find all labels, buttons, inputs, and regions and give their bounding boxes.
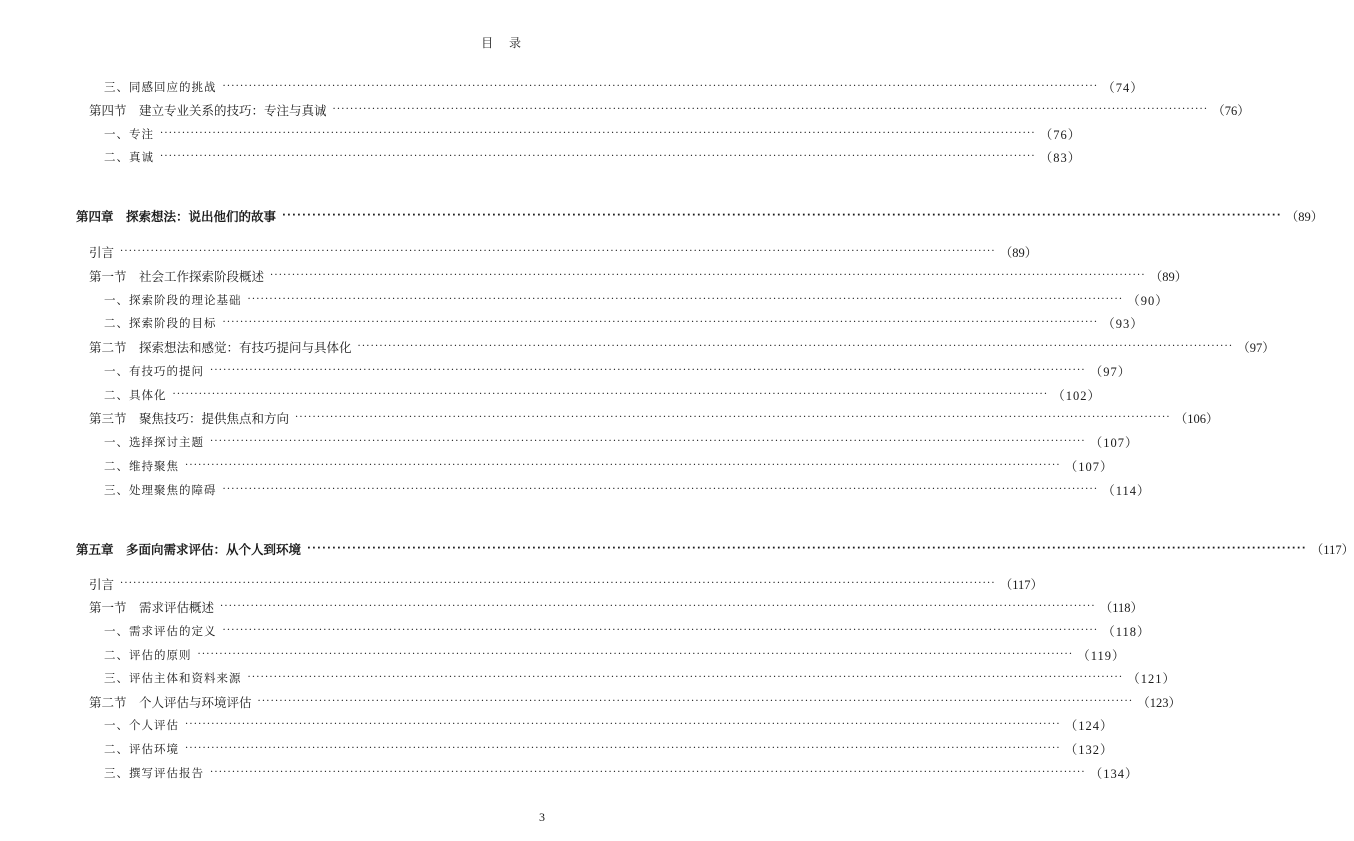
toc-entry-page: （121） xyxy=(1127,672,1177,686)
dot-leader: ········································································································································································································ xyxy=(307,543,1307,554)
toc-entry-page: （132） xyxy=(1064,743,1114,757)
toc-entry-page: （90） xyxy=(1127,294,1169,308)
toc-entry-item xyxy=(104,716,1114,734)
dot-leader: ········································································································································································································ xyxy=(210,767,1086,778)
dot-leader: ········································································································································································································ xyxy=(185,460,1061,471)
dot-leader: ········································································································································································································ xyxy=(257,696,1134,707)
toc-entry-title: 一、选择探讨主题 xyxy=(104,434,210,450)
dot-leader: ········································································································································································································ xyxy=(160,151,1036,162)
toc-entry-item xyxy=(104,125,1082,143)
toc-entry-page: （74） xyxy=(1102,81,1144,95)
toc-entry-title: 引言 xyxy=(89,243,120,261)
toc-entry-title: 三、处理聚焦的障碍 xyxy=(104,482,223,498)
toc-entry-title: 一、需求评估的定义 xyxy=(104,623,223,639)
toc-entry-page: （102） xyxy=(1052,389,1102,403)
dot-leader: ········································································································································································································ xyxy=(172,389,1049,400)
dot-leader: ········································································································································································································ xyxy=(220,601,1096,612)
toc-entry-page: （106） xyxy=(1174,412,1219,426)
dot-leader: ········································································································································································································ xyxy=(160,128,1036,139)
toc-entry-section xyxy=(89,693,1182,711)
toc-entry-page: （89） xyxy=(1149,270,1188,284)
toc-entry-item xyxy=(104,291,1169,309)
toc-entry-item xyxy=(104,386,1102,404)
toc-entry-page: （114） xyxy=(1102,484,1151,498)
running-header: 目 录 xyxy=(481,36,527,50)
dot-leader: ········································································································································································································ xyxy=(247,672,1124,683)
toc-entry-title: 二、评估环境 xyxy=(104,741,185,757)
toc-entry-title: 第一节 社会工作探索阶段概述 xyxy=(89,267,270,285)
dot-leader: ········································································································································································································ xyxy=(210,365,1086,376)
toc-entry-title: 一、个人评估 xyxy=(104,717,185,733)
dot-leader: ········································································································································································································ xyxy=(210,436,1086,447)
toc-entry-page: （117） xyxy=(999,578,1044,592)
dot-leader: ········································································································································································································ xyxy=(357,341,1234,352)
toc-entry-item xyxy=(104,148,1082,166)
dot-leader: ········································································································································································································ xyxy=(222,81,1099,92)
toc-entry-title: 二、维持聚焦 xyxy=(104,458,185,474)
toc-entry-title: 一、专注 xyxy=(104,126,160,142)
toc-entry-chapter xyxy=(76,540,1354,558)
toc-entry-page: （76） xyxy=(1039,128,1082,142)
toc-entry-page: （117） xyxy=(1310,543,1354,557)
toc-entry-page: （97） xyxy=(1089,365,1132,379)
toc-entry-page: （123） xyxy=(1137,696,1182,710)
toc-entry-page: （83） xyxy=(1039,151,1082,165)
toc-entry-page: （118） xyxy=(1102,625,1151,639)
toc-entry-title: 一、探索阶段的理论基础 xyxy=(104,292,248,308)
toc-entry-page: （119） xyxy=(1077,649,1126,663)
dot-leader: ········································································································································································································ xyxy=(185,743,1061,754)
toc-entry-section xyxy=(89,101,1250,119)
toc-entry-title: 一、有技巧的提问 xyxy=(104,363,210,379)
toc-entry-title: 第三节 聚焦技巧：提供焦点和方向 xyxy=(89,409,295,427)
toc-entry-item xyxy=(104,457,1114,475)
toc-entry-page: （76） xyxy=(1212,104,1250,118)
toc-entry-section xyxy=(89,267,1188,285)
toc-entry-title: 第五章 多面向需求评估：从个人到环境 xyxy=(76,540,307,558)
dot-leader: ········································································································································································································ xyxy=(222,484,1099,495)
toc-entry-item xyxy=(104,314,1144,332)
toc-entry-page: （107） xyxy=(1064,460,1114,474)
toc-entry-title: 二、具体化 xyxy=(104,387,173,403)
toc-entry-item xyxy=(104,78,1144,96)
toc-entry-page: （97） xyxy=(1237,341,1275,355)
toc-entry-page: （107） xyxy=(1089,436,1139,450)
dot-leader: ········································································································································································································ xyxy=(295,412,1171,423)
toc-entry-title: 第一节 需求评估概述 xyxy=(89,598,220,616)
dot-leader: ········································································································································································································ xyxy=(222,625,1099,636)
toc-entry-title: 三、同感回应的挑战 xyxy=(104,79,223,95)
toc-entry-title: 二、评估的原则 xyxy=(104,647,198,663)
toc-entry-item xyxy=(104,669,1177,687)
page-number: 3 xyxy=(539,810,545,824)
toc-entry-section xyxy=(89,575,1044,593)
toc-entry-title: 三、评估主体和资料来源 xyxy=(104,670,248,686)
toc-entry-item xyxy=(104,622,1151,640)
toc-entry-title: 第二节 个人评估与环境评估 xyxy=(89,693,258,711)
toc-entry-item xyxy=(104,740,1114,758)
dot-leader: ········································································································································································································ xyxy=(185,719,1061,730)
toc-entry-item xyxy=(104,764,1139,782)
toc-entry-page: （134） xyxy=(1089,767,1139,781)
toc-entry-page: （93） xyxy=(1102,317,1144,331)
toc-entry-item xyxy=(104,433,1139,451)
toc-entry-chapter xyxy=(76,207,1324,225)
toc-entry-item xyxy=(104,646,1126,664)
toc-entry-section xyxy=(89,409,1219,427)
toc-entry-title: 引言 xyxy=(89,575,120,593)
toc-entry-title: 三、撰写评估报告 xyxy=(104,765,210,781)
toc-entry-page: （118） xyxy=(1099,601,1144,615)
toc-entry-title: 第四节 建立专业关系的技巧：专注与真诚 xyxy=(89,101,333,119)
toc-entry-title: 第二节 探索想法和感觉：有技巧提问与具体化 xyxy=(89,338,358,356)
dot-leader: ········································································································································································································ xyxy=(197,649,1074,660)
toc-entry-page: （124） xyxy=(1064,719,1114,733)
dot-leader: ········································································································································································································ xyxy=(120,246,996,257)
toc-entry-item xyxy=(104,362,1132,380)
toc-entry-section xyxy=(89,598,1144,616)
toc-entry-page: （89） xyxy=(999,246,1038,260)
toc-entry-section xyxy=(89,243,1038,261)
dot-leader: ········································································································································································································ xyxy=(332,104,1209,115)
toc-entry-page: （89） xyxy=(1285,210,1324,224)
dot-leader: ········································································································································································································ xyxy=(120,578,996,589)
toc-entry-title: 二、真诚 xyxy=(104,149,160,165)
dot-leader: ········································································································································································································ xyxy=(247,294,1124,305)
dot-leader: ········································································································································································································ xyxy=(222,317,1099,328)
dot-leader: ········································································································································································································ xyxy=(270,270,1146,281)
toc-entry-title: 第四章 探索想法：说出他们的故事 xyxy=(76,207,282,225)
toc-entry-section xyxy=(89,338,1275,356)
dot-leader: ········································································································································································································ xyxy=(282,210,1282,221)
toc-entry-item xyxy=(104,481,1151,499)
toc-entry-title: 二、探索阶段的目标 xyxy=(104,315,223,331)
